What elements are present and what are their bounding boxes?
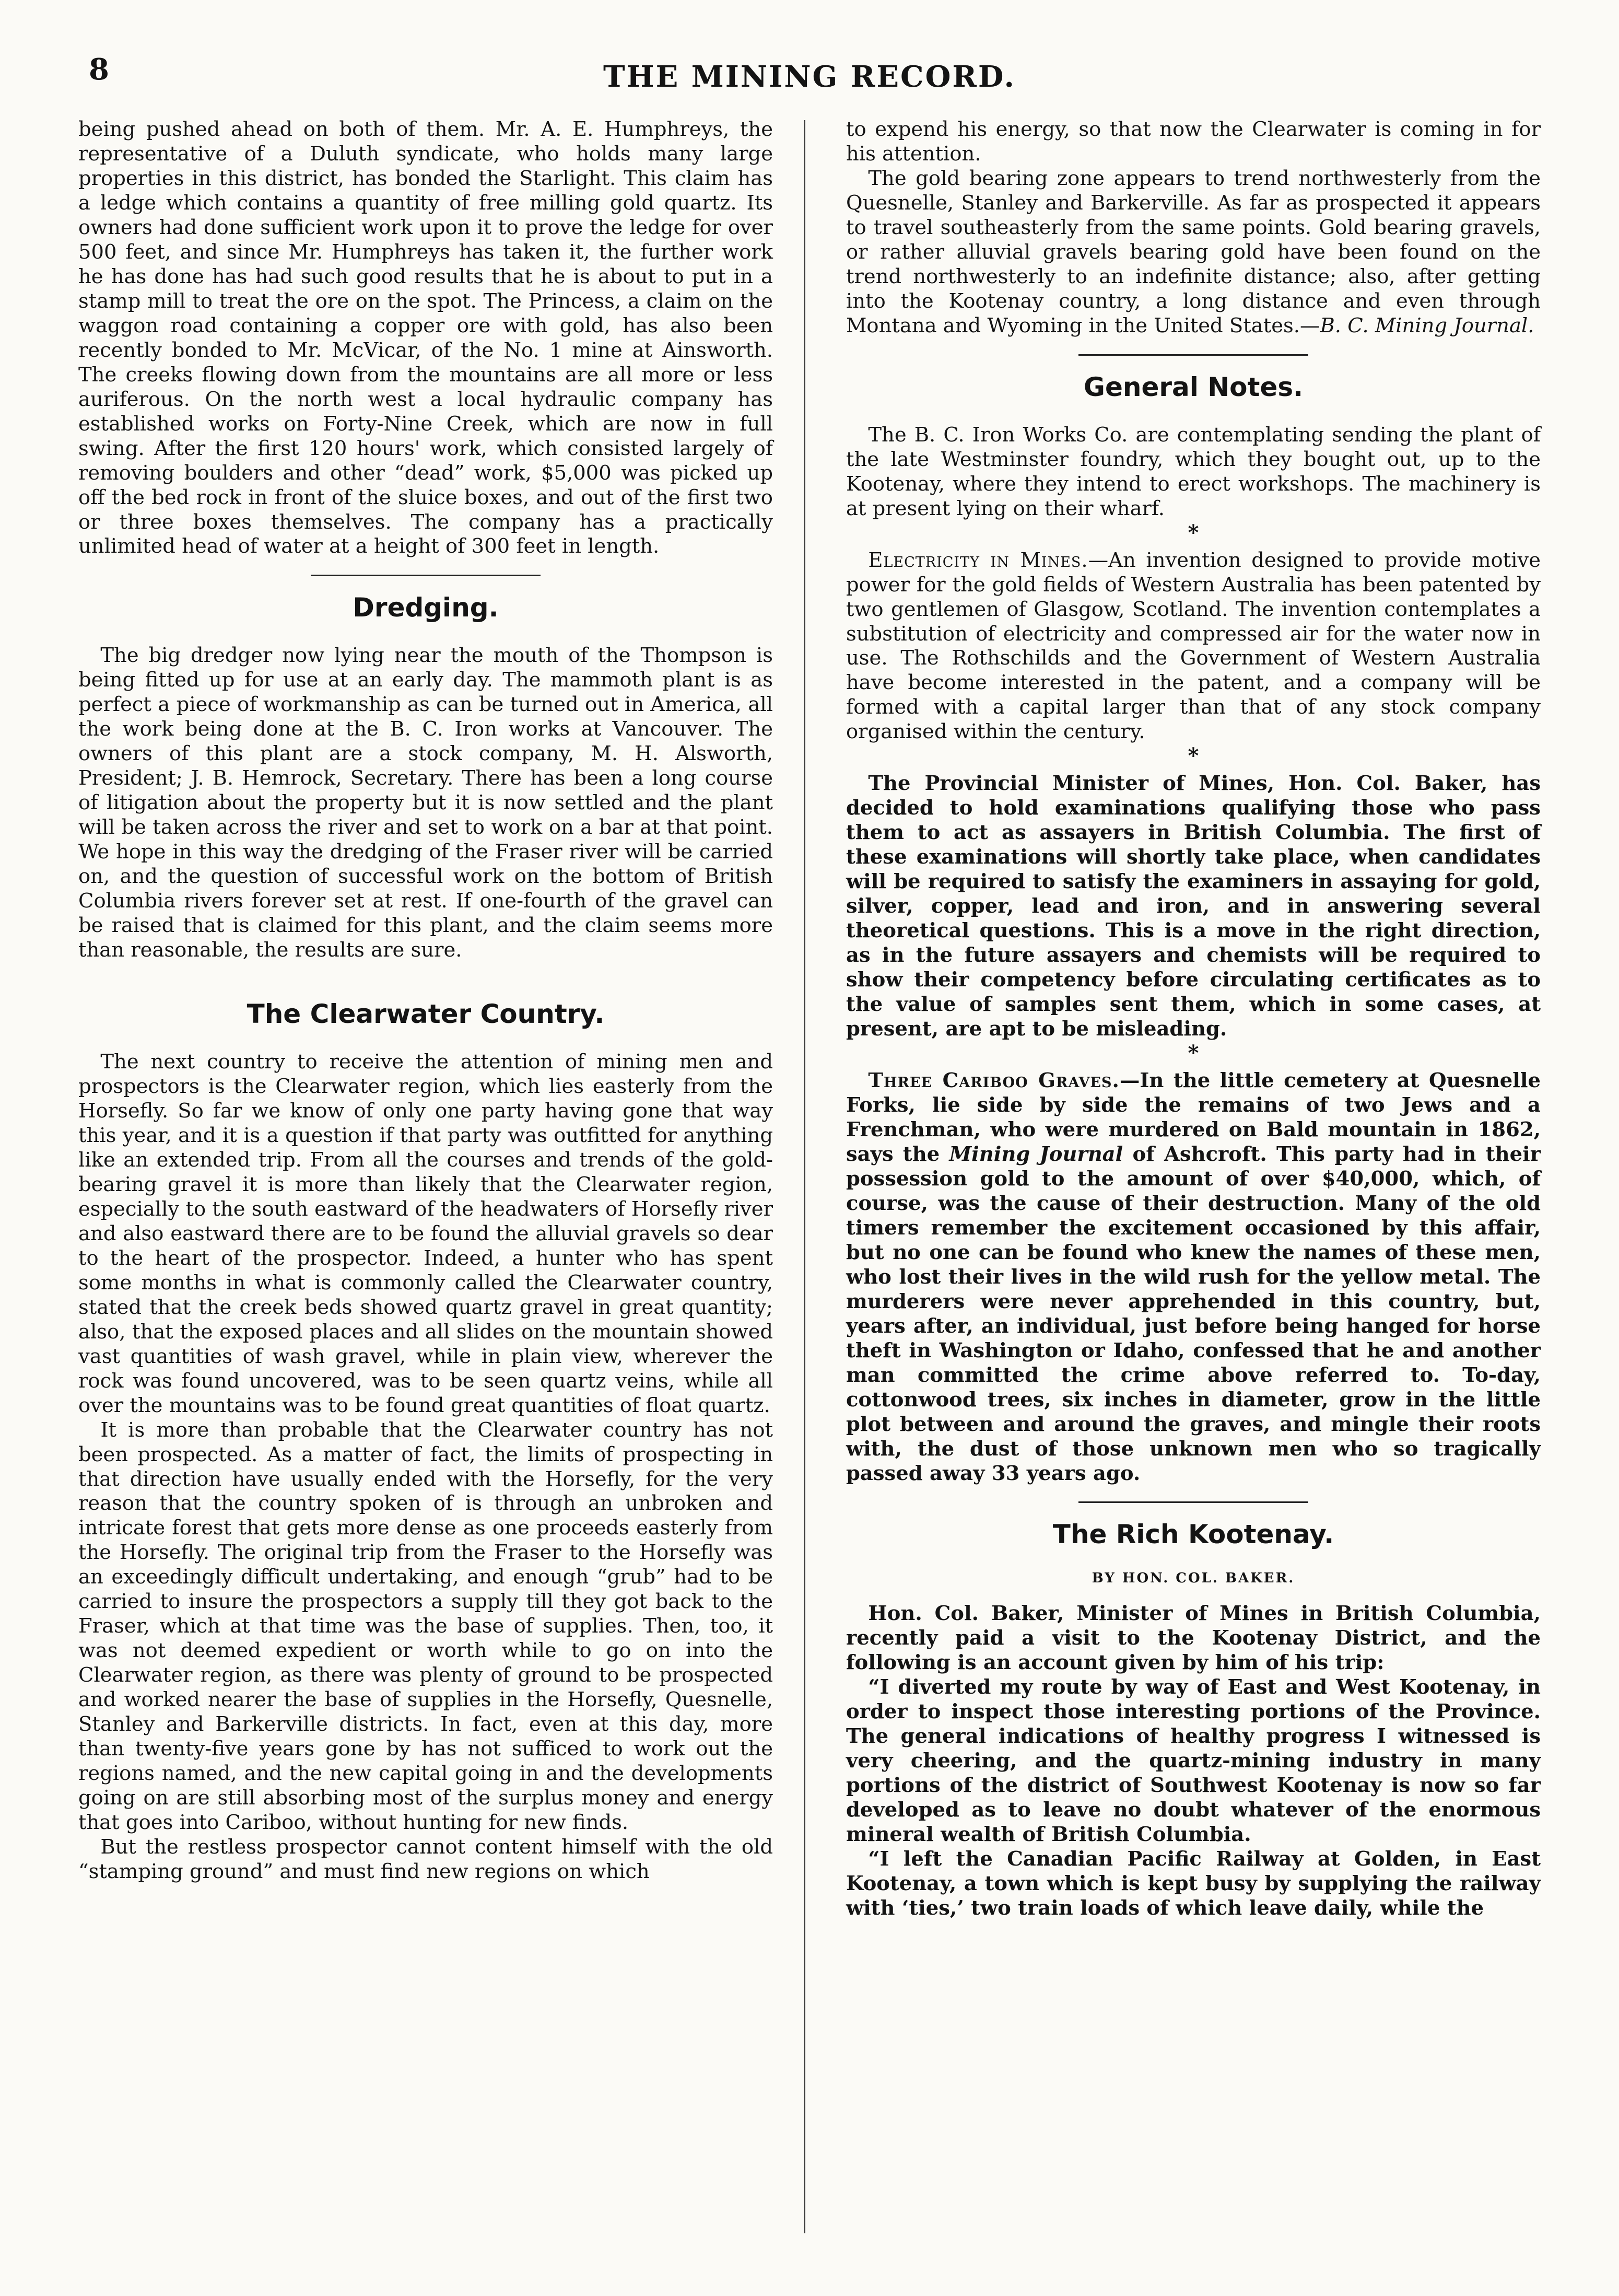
- electricity-lead: Electricity in Mines.: [868, 548, 1088, 572]
- clearwater-paragraph-3: But the restless prospector cannot content himself with the old “stamping ground” and must find new regions on which: [78, 1835, 773, 1883]
- graves-text-a: —In the little cemetery at Quesnelle Forks, lie side by side the remains of two Jews and a Frenchman, who were murdered on Bald mountain in 1862, says the: [846, 1069, 1541, 1166]
- section-rule: [311, 575, 541, 576]
- graves-source: Mining Journal: [949, 1142, 1123, 1166]
- kootenay-heading: The Rich Kootenay.: [1052, 1519, 1334, 1550]
- dredging-heading: Dredging.: [353, 592, 499, 623]
- gold-zone-paragraph: [846, 167, 1541, 339]
- kootenay-byline: BY HON. COL. BAKER.: [1092, 1570, 1295, 1587]
- continued-article-text: being pushed ahead on both of them. Mr. A. E. Humphreys, the representative of a Duluth syndicate, who holds many large properties in this district, has bonded the Starlight. This claim has a ledge which contains a quantity of free milling gold quartz. Its owners had done sufficient work upon it to prove the ledge for over 500 feet, and since Mr. Humphreys has taken it, the further work he has done has had such good results that he is about to put in a stamp mill to treat the ore on the spot. The Princess, a claim on the waggon road containing a copper ore with gold, has also been recently bonded to Mr. McVicar, of the No. 1 mine at Ainsworth. The creeks flowing down from the mountains are all more or less auriferous. On the north west a local hydraulic company has established works on Forty-Nine Creek, which are now in full swing. After the first 120 hours' work, which consisted largely of removing boulders and other “dead” work, $5,000 was picked up off the bed rock in front of the sluice boxes, and out of the first two or three boxes themselves. The company has a practically unlimited head of water at a height of 300 feet in length.: [78, 118, 773, 558]
- clearwater-heading: The Clearwater Country.: [247, 999, 605, 1030]
- section-rule: [1078, 354, 1308, 356]
- note-separator: *: [1188, 1041, 1199, 1065]
- electricity-text: —An invention designed to provide motive power for the gold fields of Western Australia has been patented by two gentlemen of Glasgow, Scotland. The invention contemplates a substitution of electricity and compressed air for the water now in use. The Rothschilds and the Government of Western Australia have become interested in the patent, and a company will be formed with a capital larger than that of any stock company organised within the century.: [846, 548, 1541, 744]
- assayers-note: The Provincial Minister of Mines, Hon. Col. Baker, has decided to hold examinations qualifying those who pass them to act as assayers in British Columbia. The first of these examinations will shortly take place, when candidates will be required to satisfy the examiners in assaying for gold, silver, copper, lead and iron, and in answering several theoretical questions. This is a move in the right direction, as in the future assayers and chemists will be required to show their competency before circulating certificates as to the value of samples sent them, which in some cases, at present, are apt to be misleading.: [846, 772, 1541, 1041]
- publication-title: THE MINING RECORD.: [603, 60, 1016, 94]
- note-separator: *: [1188, 743, 1199, 768]
- general-notes-heading: General Notes.: [1083, 371, 1304, 402]
- kootenay-paragraph-2: “I diverted my route by way of East and West Kootenay, in order to inspect those interesting portions of the Province. The general indications of healthy progress I witnessed is very cheering, and the quartz-mining industry in many portions of the district of Southwest Kootenay is now so far developed as to leave no doubt whatever of the enormous mineral wealth of British Columbia.: [846, 1675, 1541, 1846]
- section-rule: [1078, 1501, 1308, 1503]
- page-header: [84, 52, 1535, 99]
- note-separator: *: [1188, 520, 1199, 545]
- left-column: [78, 118, 773, 2254]
- source-credit: B. C. Mining Journal.: [1320, 313, 1534, 337]
- gold-zone-text: The gold bearing zone appears to trend northwesterly from the Quesnelle, Stanley and Barkerville. As far as prospected it appears to travel southeasterly from the same points. Gold bearing gravels, or rather alluvial gravels bearing gold have been found on the trend northwesterly to an indefinite distance; also, after getting into the Kootenay country, a long distance and even through Montana and Wyoming in the United States.—: [846, 166, 1541, 337]
- page-number: 8: [89, 52, 109, 87]
- clearwater-paragraph-1: The next country to receive the attention of mining men and prospectors is the Clearwater region, which lies easterly from the Horsefly. So far we know of only one party having gone that way this year, and it is a question if that party was outfitted for anything like an extended trip. From all the courses and trends of the gold-bearing gravel it is more than likely that the Clearwater region, especially to the south eastward of the headwaters of Horsefly river and also eastward there are to be found the alluvial gravels so dear to the heart of the prospector. Indeed, a hunter who has spent some months in what is commonly called the Clearwater country, stated that the creek beds showed quartz gravel in great quantity; also, that the exposed places and all slides on the mountain showed vast quantities of wash gravel, while in plain view, wherever the rock was found uncovered, was to be seen quartz veins, while all over the mountains was to be found great quantities of float quartz.: [78, 1050, 773, 1417]
- graves-text-b: of Ashcroft. This party had in their possession gold to the amount of over $40,000, which, of course, was the cause of their destruction. Many of the old timers remember the excitement occasioned by this affair, but no one can be found who knew the names of these men, who lost their lives in the wild rush for the yellow metal. The murderers were never apprehended in this country, but, years after, an individual, just before being hanged for horse theft in Washington or Idaho, confessed that he and another man committed the crime above referred to. To-day, cottonwood trees, six inches in diameter, grow in the little plot between and around the graves, and mingle their roots with, the dust of those unknown men who so tragically passed away 33 years ago.: [846, 1142, 1541, 1485]
- column-divider: [804, 120, 805, 2233]
- dredging-paragraph: The big dredger now lying near the mouth of the Thompson is being fitted up for use at an early day. The mammoth plant is as perfect a piece of workmanship as can be turned out in America, all the work being done at the B. C. Iron works at Vancouver. The owners of this plant are a stock company, M. H. Alsworth, President; J. B. Hemrock, Secretary. There has been a long course of litigation about the property but it is now settled and the plant will be taken across the river and set to work on a bar at that point. We hope in this way the dredging of the Fraser river will be carried on, and the question of successful work on the bottom of British Columbia rivers forever set at rest. If one-fourth of the gravel can be raised that is claimed for this plant, and the claim seems more than reasonable, the results are sure.: [78, 644, 773, 962]
- clearwater-continued: to expend his energy, so that now the Clearwater is coming in for his attention.: [846, 118, 1541, 166]
- electricity-note: [846, 549, 1541, 745]
- kootenay-paragraph-1: Hon. Col. Baker, Minister of Mines in British Columbia, recently paid a visit to the Kootenay District, and the following is an account given by him of his trip:: [846, 1602, 1541, 1675]
- graves-lead: Three Cariboo Graves.: [868, 1069, 1120, 1092]
- graves-note: [846, 1069, 1541, 1486]
- iron-works-note: The B. C. Iron Works Co. are contemplating sending the plant of the late Westminster foundry, which they bought out, up to the Kootenay, where they intend to erect workshops. The machinery is at present lying on their wharf.: [846, 423, 1541, 520]
- clearwater-paragraph-2: It is more than probable that the Clearwater country has not been prospected. As a matter of fact, the limits of prospecting in that direction have usually ended with the Horsefly, for the very reason that the country spoken of is through an unbroken and intricate forest that gets more dense as one proceeds easterly from the Horsefly. The original trip from the Fraser to the Horsefly was an exceedingly difficult undertaking, and enough “grub” had to be carried to insure the prospectors a supply till they got back to the Fraser, which at that time was the base of supplies. Then, too, it was not deemed expedient or worth while to go on into the Clearwater region, as there was plenty of ground to be prospected and worked nearer the base of supplies in the Horsefly, Quesnelle, Stanley and Barkerville districts. In fact, even at this day, more than twenty-five years gone by has not sufficed to work out the regions named, and the new capital going in and the developments going on are still absorbing most of the surplus money and energy that goes into Cariboo, without hunting for new finds.: [78, 1418, 773, 1835]
- kootenay-paragraph-3: “I left the Canadian Pacific Railway at Golden, in East Kootenay, a town which is kept busy by supplying the railway with ‘ties,’ two train loads of which leave daily, while the: [846, 1847, 1541, 1920]
- right-column: [846, 118, 1541, 2254]
